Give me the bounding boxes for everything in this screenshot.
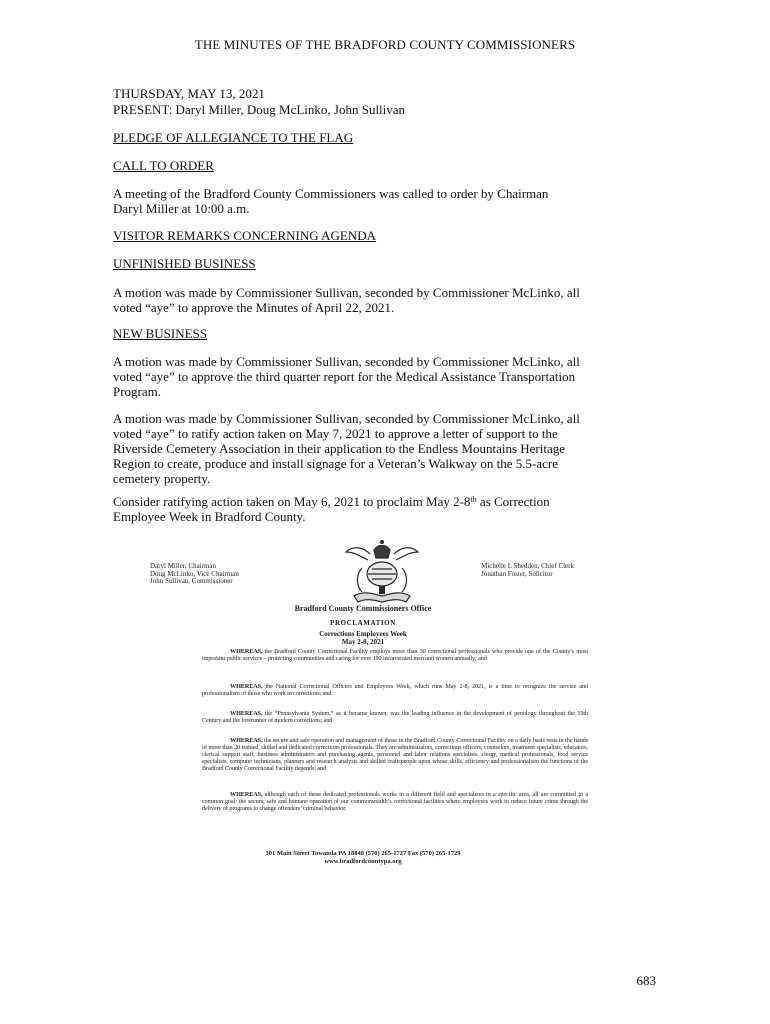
text-line: Employee Week in Bradford County. [113, 509, 306, 524]
text-line: Riverside Cemetery Association in their application to the Endless Mountains Heritage [113, 441, 566, 456]
text-line: voted “aye” to ratify action taken on May 7, 2021 to approve a letter of support to the [113, 426, 558, 441]
section-pledge: PLEDGE OF ALLEGIANCE TO THE FLAG [113, 130, 354, 145]
whereas-text: the secure and safe operation and management of those in the Bradford County Correctional Facility on a daily basis rests in the hands of more than 20 trained, skilled and dedicated corrections professionals. They are administrators, corrections officers, counselors, treatment specialists, educators, clerical support staff, business administrators and purchasing agents, personnel and labor relations specialists, clergy, medical professionals, food service specialists, computer technicians, planners and research analysts and skilled craftspeople upon whose skills, efficiency and professionalism the functions of the Bradford County Correctional Facility depends; and [202, 737, 588, 772]
whereas-word: WHEREAS, [230, 710, 263, 717]
section-new-business: NEW BUSINESS [113, 326, 208, 341]
text-line: Program. [113, 384, 162, 399]
text-line: Daryl Miller at 10:00 a.m. [113, 201, 250, 216]
present-line: PRESENT: Daryl Miller, Doug McLinko, John Sullivan [113, 102, 406, 117]
title-line: Corrections Employees Week [319, 630, 407, 638]
text-line: voted “aye” to approve the third quarter report for the Medical Assistance Transportation [113, 369, 576, 384]
staff-names [481, 563, 574, 578]
consider-paragraph [113, 494, 663, 524]
whereas-paragraph [202, 683, 588, 697]
text-line: A motion was made by Commissioner Sullivan, seconded by Commissioner McLinko, all [113, 285, 580, 300]
name-line: Michelle L Shedden, Chief Clerk [481, 562, 574, 570]
commissioner-names [150, 563, 239, 586]
unfinished-motion-paragraph [113, 285, 663, 315]
name-line: Daryl Miller, Chairman [150, 562, 217, 570]
whereas-paragraph [202, 648, 588, 662]
text-line: A motion was made by Commissioner Sullivan, seconded by Commissioner McLinko, all [113, 354, 580, 369]
proclamation-scan-image [124, 533, 602, 870]
whereas-text: although each of these dedicated professionals works in a different field and specializes in a specific area, all are committed to a common goal: the secure, safe and humane operation of our commonwealth’s correctional facilities where employees work to reduce future crime through the delivery of programs to change offenders’ criminal behavior. [202, 791, 588, 812]
text-line: Region to create, produce and install signage for a Veteran’s Walkway on the 5.5-acre [113, 456, 559, 471]
whereas-paragraph [202, 737, 588, 772]
consider-text-a: Consider ratifying action taken on May 6, 2021 to proclaim May 2-8 [113, 494, 471, 509]
proclamation-title [124, 630, 602, 646]
document-title: THE MINUTES OF THE BRADFORD COUNTY COMMISSIONERS [194, 37, 576, 52]
new-business-motion-2 [113, 411, 663, 486]
text-line: voted “aye” to approve the Minutes of April 22, 2021. [113, 300, 395, 315]
office-name: Bradford County Commissioners Office [294, 604, 432, 613]
county-seal-icon [332, 538, 432, 610]
office-address [124, 850, 602, 865]
consider-text-b: as Correction [476, 494, 550, 509]
whereas-word: WHEREAS, [230, 648, 263, 655]
page-number: 683 [636, 973, 656, 988]
title-line: May 2-8, 2021 [341, 638, 385, 646]
meeting-date: THURSDAY, MAY 13, 2021 [113, 86, 265, 101]
whereas-paragraph [202, 791, 588, 812]
call-to-order-paragraph [113, 186, 663, 216]
website-line: www.bradfordcountypa.org [324, 857, 402, 865]
section-visitor-remarks: VISITOR REMARKS CONCERNING AGENDA [113, 228, 377, 243]
whereas-word: WHEREAS, [230, 737, 263, 744]
name-line: Jonathan Foster, Solicitor [481, 569, 553, 578]
whereas-word: WHEREAS, [230, 683, 263, 690]
new-business-motion-1 [113, 354, 663, 399]
section-unfinished-business: UNFINISHED BUSINESS [113, 256, 256, 271]
whereas-paragraph [202, 710, 588, 724]
name-line: Doug McLinko, Vice Chairman [150, 569, 239, 578]
text-line [113, 494, 663, 509]
text-line: A meeting of the Bradford County Commissioners was called to order by Chairman [113, 186, 549, 201]
section-call-to-order: CALL TO ORDER [113, 158, 214, 173]
whereas-text: the National Correctional Officers and Employees Week, which runs May 2-8, 2021, is a time to recognize the service and professionalism of those who work in corrections; and [202, 683, 588, 697]
ordinal-suffix: th [470, 495, 477, 504]
text-line: A motion was made by Commissioner Sullivan, seconded by Commissioner McLinko, all [113, 411, 580, 426]
address-line: 301 Main Street Towanda PA 18848 (570) 265-1727 Fax (570) 265-1729 [265, 850, 461, 857]
whereas-text: the Bradford County Correctional Facility employs more than 30 correctional professionals who provide one of the County’s most important public services – protecting communities and caring for over 190 incarcerated men and women annually; and [202, 648, 588, 662]
name-line: John Sullivan, Commissioner [150, 577, 233, 585]
proclamation-heading: PROCLAMATION [330, 619, 396, 627]
whereas-word: WHEREAS, [230, 791, 263, 798]
whereas-text: the “Pennsylvania System,” as it became known, was the leading influence in the development of penology throughout the 19th Century and the forerunner of modern corrections; and [202, 710, 588, 724]
text-line: cemetery property. [113, 471, 211, 486]
